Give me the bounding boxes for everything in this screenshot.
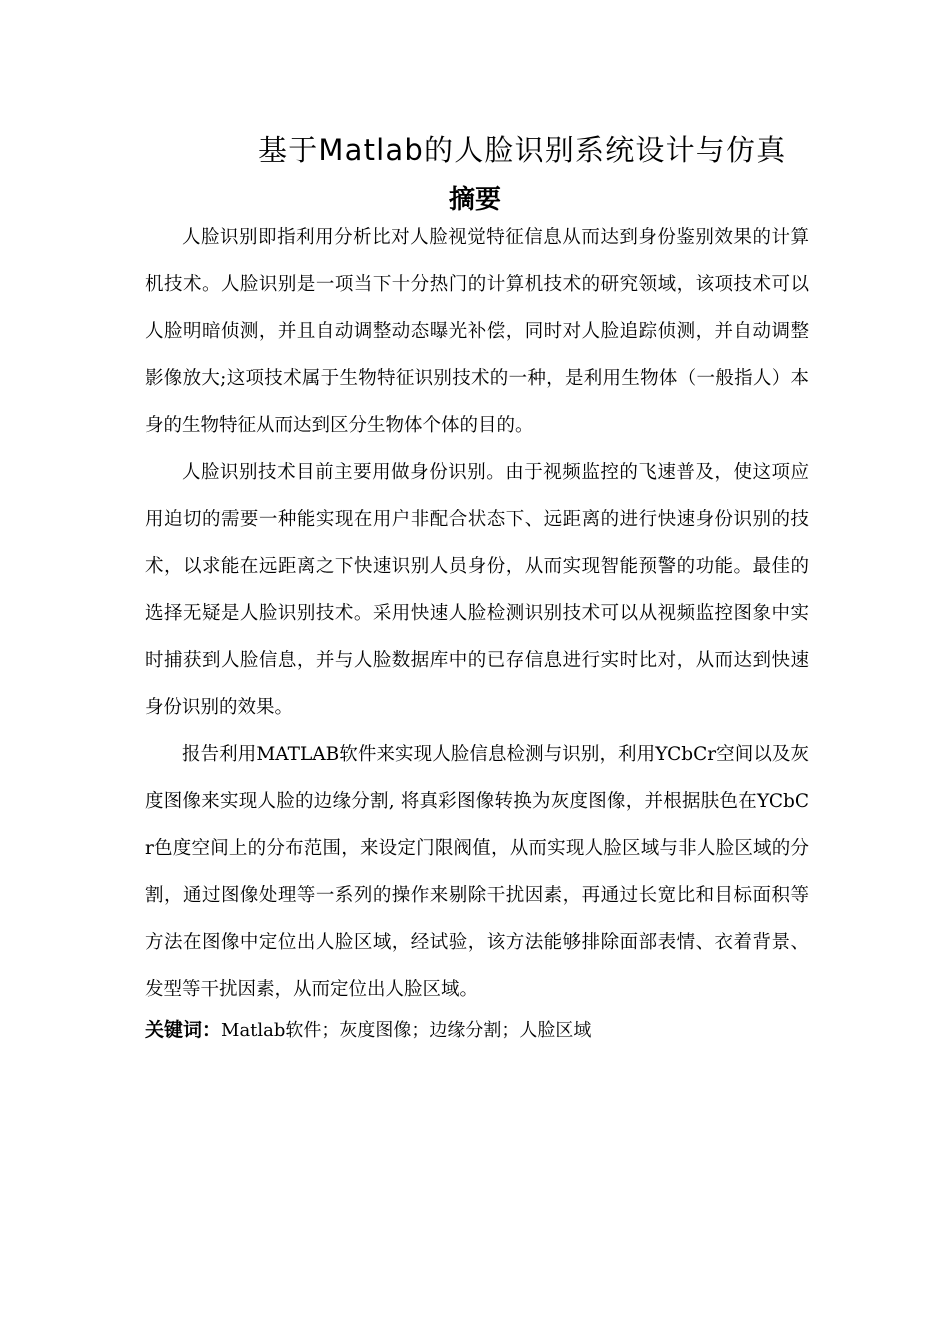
keywords-line (145, 1015, 809, 1046)
document-title: 基于Matlab的人脸识别系统设计与仿真 (258, 133, 787, 167)
abstract-heading: 摘要 (448, 185, 501, 215)
abstract-paragraph-1: 人脸识别即指利用分析比对人脸视觉特征信息从而达到身份鉴别效果的计算机技术。人脸识别是一项当下十分热门的计算机技术的研究领域，该项技术可以人脸明暗侦测，并且自动调整动态曝光补偿，同时对人脸追踪侦测，并自动调整影像放大;这项技术属于生物特征识别技术的一种，是利用生物体（一般指人）本身的生物特征从而达到区分生物体个体的目的。 (145, 227, 809, 436)
abstract-paragraph-3: 报告利用MATLAB软件来实现人脸信息检测与识别，利用YCbCr空间以及灰度图像来实现人脸的边缘分割, 将真彩图像转换为灰度图像，并根据肤色在YCbCr色度空间上的分布范围，来设定门限阀值，从而实现人脸区域与非人脸区域的分割，通过图像处理等一系列的操作来剔除干扰因素，再通过长宽比和目标面积等方法在图像中定位出人脸区域，经试验，该方法能够排除面部表情、衣着背景、发型等干扰因素，从而定位出人脸区域。 (145, 744, 809, 1000)
abstract-body (145, 214, 809, 1046)
keywords-text: Matlab软件；灰度图像；边缘分割；人脸区域 (221, 1020, 592, 1041)
keywords-label: 关键词： (145, 1019, 222, 1041)
abstract-paragraph-2: 人脸识别技术目前主要用做身份识别。由于视频监控的飞速普及，使这项应用迫切的需要一种能实现在用户非配合状态下、远距离的进行快速身份识别的技术，以求能在远距离之下快速识别人员身份，从而实现智能预警的功能。最佳的选择无疑是人脸识别技术。采用快速人脸检测识别技术可以从视频监控图象中实时捕获到人脸信息，并与人脸数据库中的已存信息进行实时比对，从而达到快速身份识别的效果。 (145, 462, 809, 718)
